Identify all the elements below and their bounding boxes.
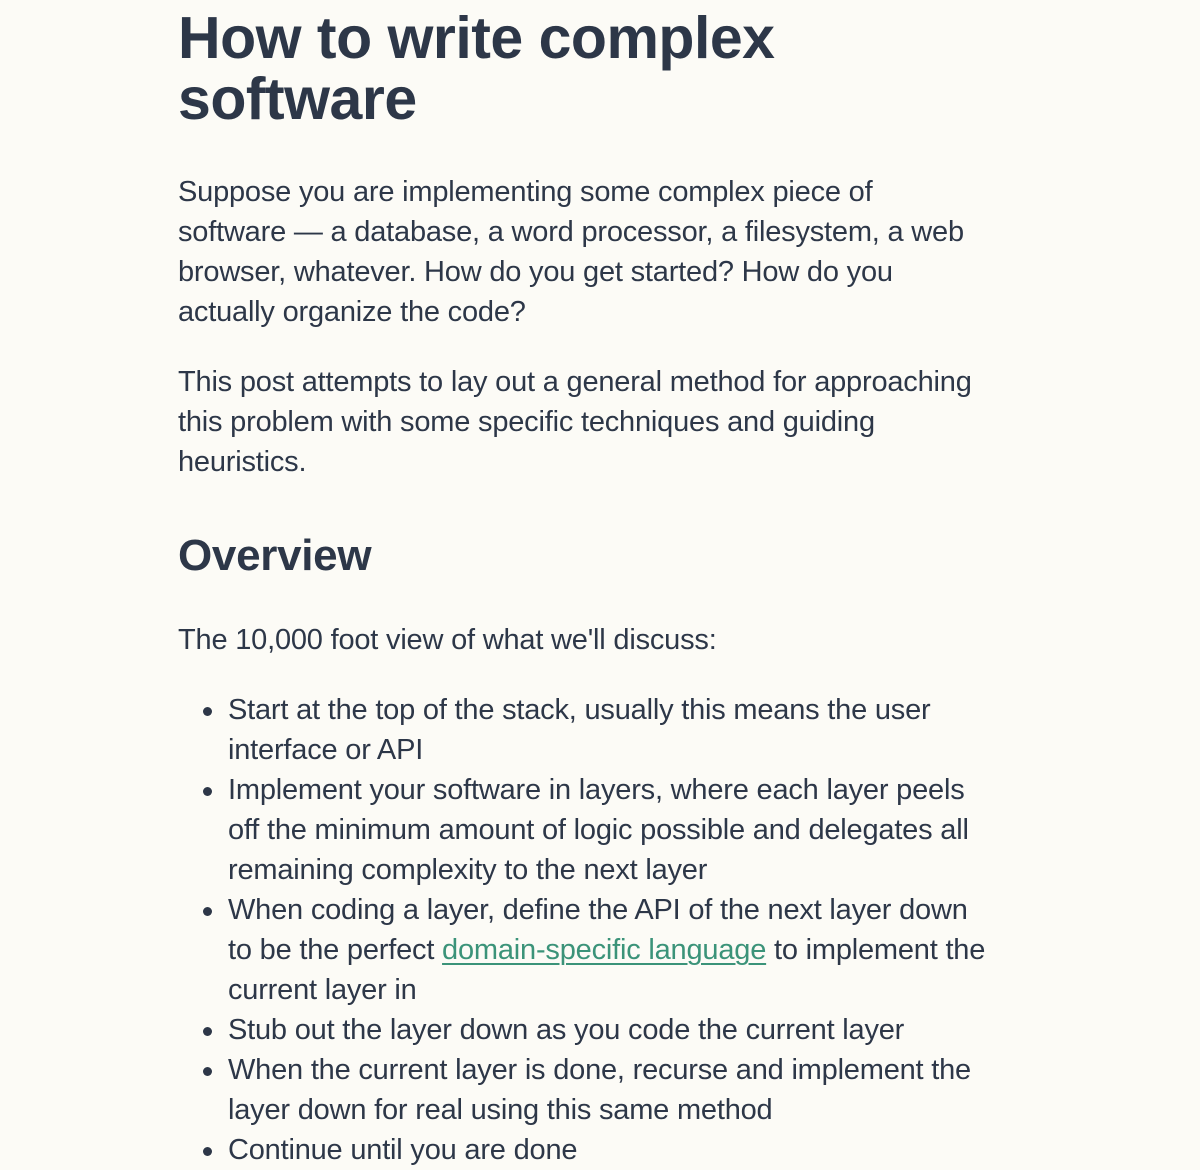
list-item <box>228 890 988 1010</box>
list-item-text: Stub out the layer down as you code the current layer <box>228 1014 905 1046</box>
intro-paragraph-2: This post attempts to lay out a general method for approaching this problem with some specific techniques and guiding heuristics. <box>178 366 972 478</box>
bullet-icon <box>203 707 212 716</box>
overview-lead: The 10,000 foot view of what we'll discuss: <box>178 624 717 656</box>
list-item <box>228 1050 988 1130</box>
dsl-link[interactable]: domain-specific language <box>442 934 767 966</box>
list-item-text: Start at the top of the stack, usually this means the user interface or API <box>228 694 931 766</box>
intro-paragraph-1: Suppose you are implementing some complex piece of software — a database, a word processor, a filesystem, a web browser, whatever. How do you get started? How do you actually organize the code? <box>178 176 964 328</box>
list-item-text-before: When coding a layer, define the API of the next layer down to be the perfect <box>228 894 968 966</box>
list-item <box>228 1130 988 1170</box>
bullet-icon <box>203 787 212 796</box>
list-item <box>228 1010 988 1050</box>
page-title: How to write complex software <box>178 5 775 132</box>
bullet-icon <box>203 1147 212 1156</box>
bullet-icon <box>203 1067 212 1076</box>
bullet-icon <box>203 907 212 916</box>
list-item-text: When the current layer is done, recurse and implement the layer down for real using this same method <box>228 1054 971 1126</box>
overview-heading: Overview <box>178 531 372 580</box>
list-item-text: Continue until you are done <box>228 1134 578 1166</box>
list-item-text: Implement your software in layers, where each layer peels off the minimum amount of logic possible and delegates all remaining complexity to the next layer <box>228 774 969 886</box>
list-item-text-after: to implement the current layer in <box>228 934 986 1006</box>
list-item <box>228 690 988 770</box>
list-item <box>228 770 988 890</box>
bullet-icon <box>203 1027 212 1036</box>
overview-list <box>178 690 988 1170</box>
article <box>178 0 988 1170</box>
